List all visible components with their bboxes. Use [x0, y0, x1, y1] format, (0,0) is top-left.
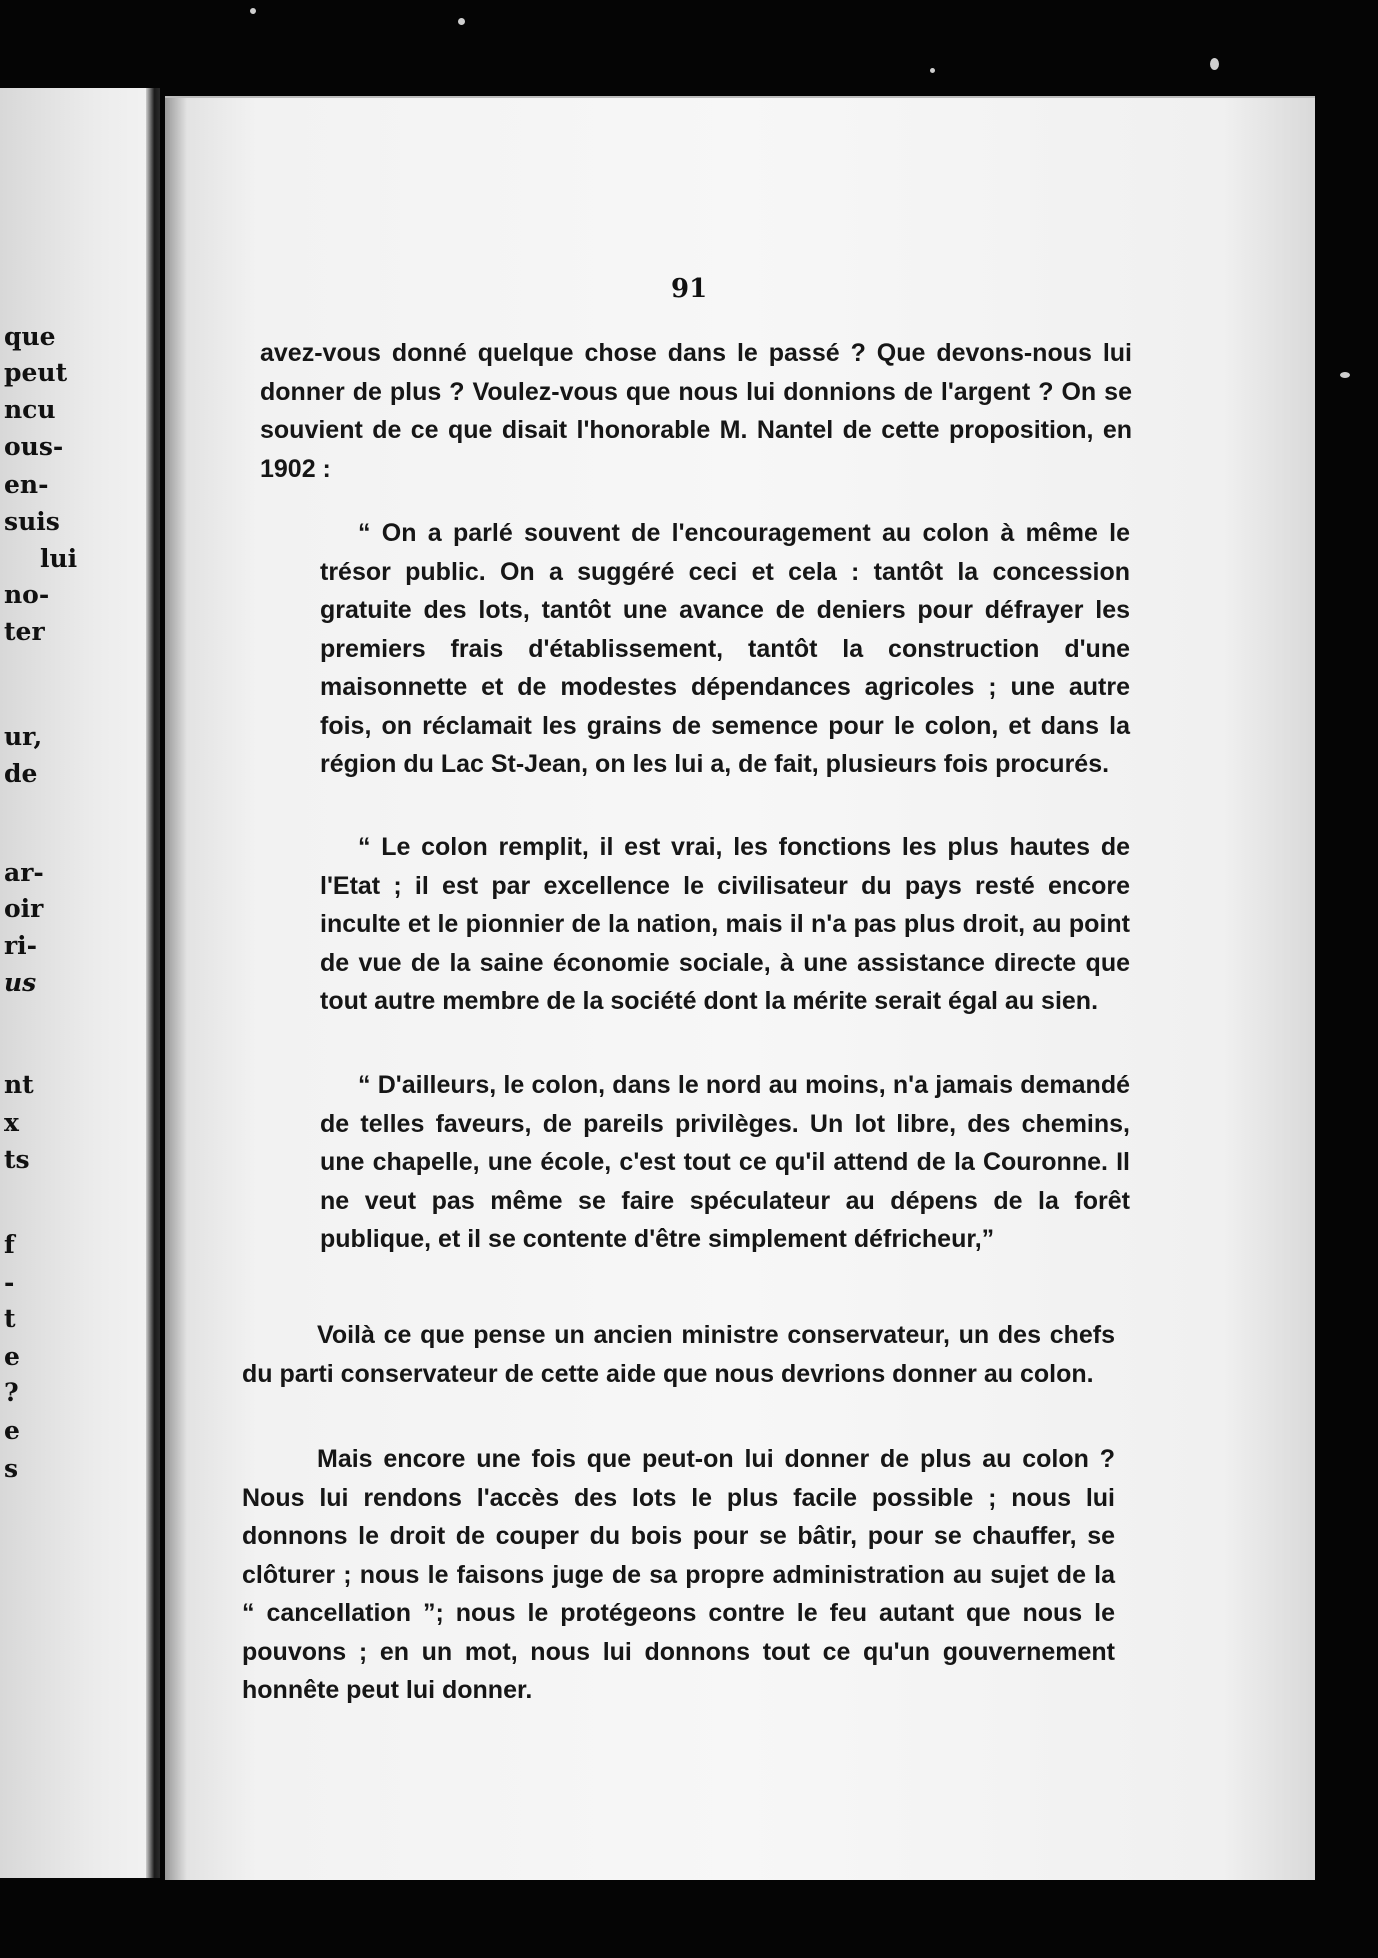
left-page-fragment: ur,: [4, 722, 43, 751]
left-page-fragment: e: [4, 1416, 20, 1445]
paragraph-mais: Mais encore une fois que peut-on lui donner de plus au colon ? Nous lui rendons l'accès des lots le plus facile possible ; nous lui donnons le droit de couper du bois pour se bâtir, pour se chauffer, se clôturer ; nous le faisons juge de sa propre administration au sujet de la “ cancellation ”; nous le protégeons contre le feu autant que nous le pouvons ; en un mot, nous lui donnons tout ce qu'un gouvernement honnête peut lui donner.: [242, 1445, 1115, 1704]
left-page-fragment: ar-: [4, 858, 44, 887]
page-gutter: [146, 88, 160, 1878]
left-page-fragment: lui: [40, 544, 78, 573]
left-page-fragment: peut: [4, 358, 68, 387]
left-page-fragment: x: [4, 1108, 19, 1137]
left-page-fragment: ous-: [4, 432, 64, 461]
scan-speck: [1340, 372, 1350, 378]
left-page-fragment: e: [4, 1342, 20, 1371]
left-page-fragment: ter: [4, 617, 45, 646]
left-page-strip: [0, 88, 160, 1878]
left-page-fragment: ts: [4, 1145, 30, 1174]
page-edge-shadow: [165, 98, 187, 1880]
left-page-fragment: suis: [4, 507, 60, 536]
left-page-fragment: us: [4, 968, 37, 997]
left-page-fragment: no-: [4, 580, 50, 609]
quote-paragraph-1: “ On a parlé souvent de l'encouragement au colon à même le trésor public. On a suggéré ceci et cela : tantôt la concession gratuite des lots, tantôt une avance de deniers pour défrayer les premiers frais d'établissement, tantôt la construction d'une maisonnette et de modestes dépendances agricoles ; une autre fois, on réclamait les grains de semence pour le colon, et dans la région du Lac St-Jean, on les lui a, de fait, plusieurs fois procurés.: [320, 519, 1130, 778]
scan-speck: [1210, 58, 1219, 70]
left-page-fragment: t: [4, 1304, 16, 1333]
quote-paragraph-3: “ D'ailleurs, le colon, dans le nord au moins, n'a jamais demandé de telles faveurs, de pareils privilèges. Un lot libre, des chemins, une chapelle, une école, c'est tout ce qu'il attend de la Couronne. Il ne veut pas même se faire spéculateur au dépens de la forêt publique, et il se contente d'être simplement défricheur,”: [320, 1071, 1130, 1253]
scan-speck: [250, 8, 256, 14]
left-page-fragment: ?: [4, 1378, 19, 1407]
left-page-fragment: ncu: [4, 395, 56, 424]
left-page-fragment: en-: [4, 470, 49, 499]
left-page-fragment: s: [4, 1454, 19, 1483]
paragraph-intro: avez-vous donné quelque chose dans le passé ? Que devons-nous lui donner de plus ? Voulez-vous que nous lui donnions de l'argent ? On se souvient de ce que disait l'honorable M. Nantel de cette proposition, en 1902 :: [260, 339, 1132, 483]
book-page: [165, 96, 1315, 1880]
page-number: 91: [671, 274, 708, 304]
left-page-fragment: -: [4, 1268, 15, 1297]
left-page-fragment: que: [4, 322, 56, 351]
left-page-fragment: ri-: [4, 931, 38, 960]
paragraph-voila: Voilà ce que pense un ancien ministre conservateur, un des chefs du parti conservateur de cette aide que nous devrions donner au colon.: [242, 1321, 1115, 1388]
left-page-fragment: f: [4, 1230, 15, 1259]
scan-speck: [458, 18, 465, 25]
quote-paragraph-2: “ Le colon remplit, il est vrai, les fonctions les plus hautes de l'Etat ; il est par excellence le civilisateur du pays resté encore inculte et le pionnier de la nation, mais il n'a pas plus droit, au point de vue de la saine économie sociale, à une assistance directe que tout autre membre de la société dont la mérite serait égal au sien.: [320, 833, 1130, 1015]
left-page-fragment: oir: [4, 894, 44, 923]
left-page-fragment: de: [4, 759, 38, 788]
scan-speck: [930, 68, 935, 73]
left-page-fragment: nt: [4, 1070, 34, 1099]
